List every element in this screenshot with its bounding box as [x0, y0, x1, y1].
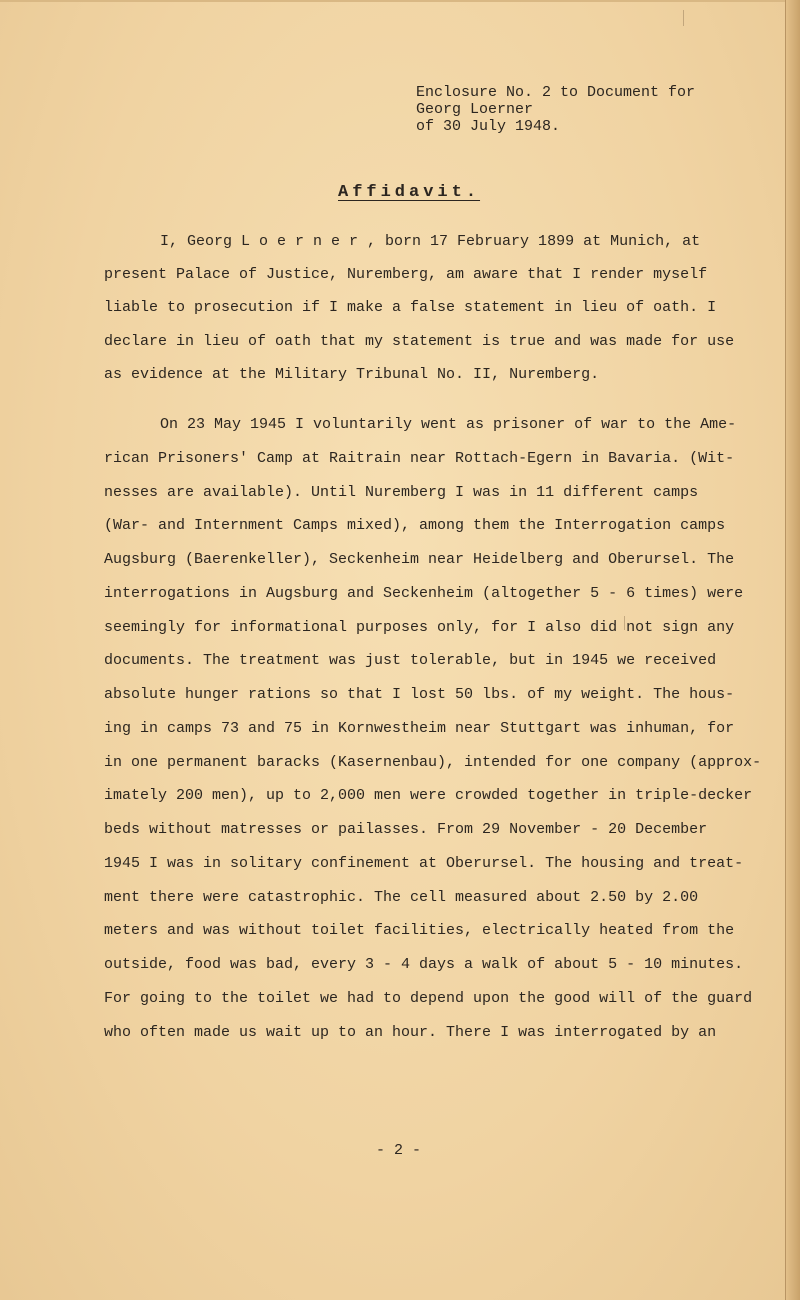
page-number: - 2 -: [376, 1142, 422, 1159]
text-line: seemingly for informational purposes only, for I also did not sign any: [104, 619, 735, 636]
text-line: absolute hunger rations so that I lost 50 lbs. of my weight. The hous-: [104, 686, 735, 703]
enclosure-line-1: Enclosure No. 2 to Document for: [416, 84, 696, 101]
text-line: I, Georg L o e r n e r , born 17 February 1899 at Munich, at: [160, 233, 701, 250]
text-line: beds without matresses or pailasses. From 29 November - 20 December: [104, 821, 708, 838]
text-line: (War- and Internment Camps mixed), among them the Interrogation camps: [104, 517, 726, 534]
text-line: in one permanent baracks (Kasernenbau), intended for one company (approx-: [104, 754, 762, 771]
text-line: outside, food was bad, every 3 - 4 days a walk of about 5 - 10 minutes.: [104, 956, 744, 973]
document-title: Affidavit.: [338, 183, 481, 202]
enclosure-line-3: of 30 July 1948.: [416, 118, 561, 135]
text-line: rican Prisoners' Camp at Raitrain near Rottach-Egern in Bavaria. (Wit-: [104, 450, 735, 467]
text-line: present Palace of Justice, Nuremberg, am aware that I render myself: [104, 266, 708, 283]
enclosure-line-2: Georg Loerner: [416, 101, 534, 118]
enclosure-header: [416, 84, 695, 135]
text-line: 1945 I was in solitary confinement at Oberursel. The housing and treat-: [104, 855, 744, 872]
text-line: documents. The treatment was just tolerable, but in 1945 we received: [104, 652, 717, 669]
top-edge-line: [0, 0, 786, 2]
text-line: meters and was without toilet facilities, electrically heated from the: [104, 922, 735, 939]
text-line: liable to prosecution if I make a false statement in lieu of oath. I: [104, 299, 717, 316]
text-line: declare in lieu of oath that my statement is true and was made for use: [104, 333, 735, 350]
text-line: as evidence at the Military Tribunal No. II, Nuremberg.: [104, 366, 600, 383]
text-line: For going to the toilet we had to depend upon the good will of the guard: [104, 990, 753, 1007]
text-line: On 23 May 1945 I voluntarily went as prisoner of war to the Ame-: [160, 416, 737, 433]
text-line: ment there were catastrophic. The cell measured about 2.50 by 2.00: [104, 889, 699, 906]
text-line: nesses are available). Until Nuremberg I was in 11 different camps: [104, 484, 699, 501]
text-line: ing in camps 73 and 75 in Kornwestheim near Stuttgart was inhuman, for: [104, 720, 735, 737]
text-line: Augsburg (Baerenkeller), Seckenheim near Heidelberg and Oberursel. The: [104, 551, 735, 568]
text-line: interrogations in Augsburg and Seckenheim (altogether 5 - 6 times) were: [104, 585, 744, 602]
text-line: imately 200 men), up to 2,000 men were crowded together in triple-decker: [104, 787, 753, 804]
page-edge: [785, 0, 800, 1300]
paper-mark: [683, 10, 684, 26]
text-line: who often made us wait up to an hour. There I was interrogated by an: [104, 1024, 717, 1041]
